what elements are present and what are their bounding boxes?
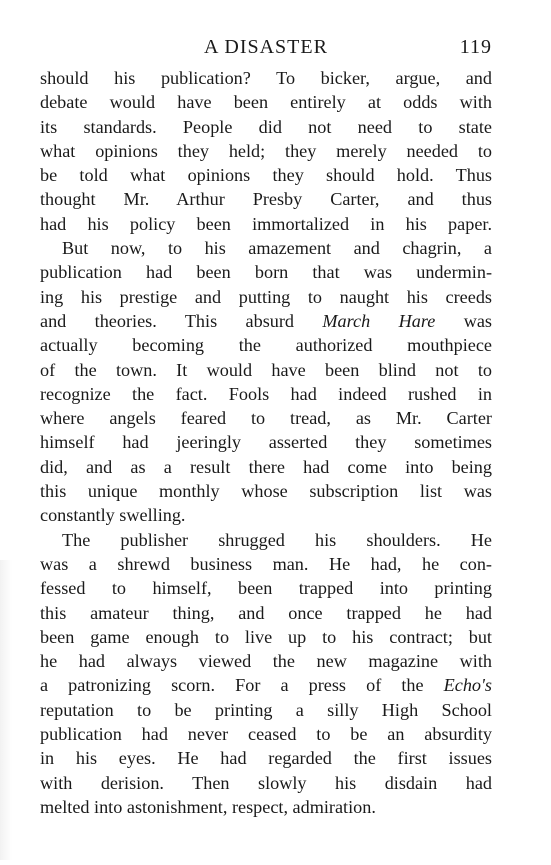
paragraph-2	[40, 236, 492, 528]
text-line: its standards. People did not need to state	[40, 116, 492, 137]
text-line: he had always viewed the new magazine with	[40, 651, 492, 672]
book-page	[40, 30, 492, 819]
text-line: be told what opinions they should hold. Thus	[40, 165, 492, 186]
running-title: A DISASTER	[204, 36, 328, 58]
text-line: thought Mr. Arthur Presby Carter, and thus	[40, 189, 492, 210]
text-line: was a shrewd business man. He had, he con-	[40, 553, 492, 574]
text-line: in his eyes. He had regarded the first issues	[40, 748, 492, 769]
text-line: publication had been born that was undermin-	[40, 262, 492, 283]
text-line: actually becoming the authorized mouthpiece	[40, 335, 492, 356]
text-line: should his publication? To bicker, argue, and	[40, 68, 492, 88]
text-line: this unique monthly whose subscription list was	[40, 481, 492, 502]
text-line: this amateur thing, and once trapped he had	[40, 602, 492, 623]
text-line: The publisher shrugged his shoulders. He	[62, 529, 492, 550]
text-line: did, and as a result there had come into being	[40, 456, 492, 477]
italic-phrase: Echo's	[443, 675, 492, 696]
running-head	[40, 30, 492, 66]
text-line: fessed to himself, been trapped into printing	[40, 578, 492, 599]
page-edge-shadow	[0, 560, 12, 860]
text-line-with-italic: and theories. This absurd March Hare was	[40, 310, 492, 331]
text-line: recognize the fact. Fools had indeed rushed in	[40, 383, 492, 404]
text-line: debate would have been entirely at odds with	[40, 92, 492, 113]
text-line: ing his prestige and putting to naught his creeds	[40, 286, 492, 307]
text-line: what opinions they held; they merely needed to	[40, 140, 492, 161]
page-number: 119	[459, 36, 492, 58]
paragraph-1	[40, 66, 492, 236]
text-line: of the town. It would have been blind not to	[40, 359, 492, 380]
text-line: where angels feared to tread, as Mr. Carter	[40, 408, 492, 429]
text-line: publication had never ceased to be an absurdity	[40, 724, 492, 745]
paragraph-3	[40, 528, 492, 820]
text-line: with derision. Then slowly his disdain had	[40, 772, 492, 793]
text-line-with-italic: a patronizing scorn. For a press of the Echo's	[40, 675, 492, 696]
text-line: melted into astonishment, respect, admiration.	[40, 796, 376, 817]
text-line: had his policy been immortalized in his paper.	[40, 213, 492, 234]
body-text	[40, 66, 492, 819]
text-line: reputation to be printing a silly High School	[40, 699, 492, 720]
italic-phrase: March Hare	[322, 310, 436, 331]
text-line: But now, to his amazement and chagrin, a	[62, 238, 492, 259]
text-line: constantly swelling.	[40, 505, 186, 526]
text-line: himself had jeeringly asserted they sometimes	[40, 432, 492, 453]
text-line: been game enough to live up to his contract; but	[40, 626, 492, 647]
